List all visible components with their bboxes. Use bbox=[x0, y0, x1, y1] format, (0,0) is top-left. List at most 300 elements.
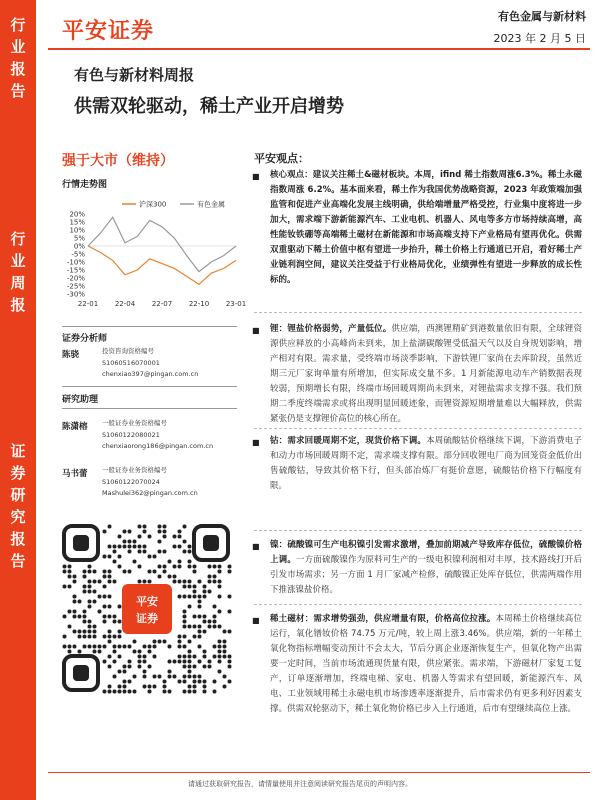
qr-dot bbox=[218, 625, 222, 629]
footer-disclaimer: 请通过获取研究报告，请情量使用并注意阅读研究报告尾页的声明内容。 bbox=[188, 780, 412, 788]
qr-dot bbox=[208, 580, 212, 584]
qr-dot bbox=[178, 680, 182, 684]
qr-dot bbox=[143, 550, 147, 554]
qr-dot bbox=[148, 535, 152, 539]
qr-dot bbox=[123, 680, 127, 684]
qr-dot bbox=[103, 570, 107, 574]
qr-dot bbox=[118, 545, 122, 549]
qr-dot bbox=[98, 595, 102, 599]
qr-dot bbox=[148, 690, 152, 694]
analyst-name: 陈骁 bbox=[62, 350, 80, 360]
qr-dot bbox=[198, 630, 202, 634]
x-tick-label: 23-01 bbox=[225, 300, 247, 308]
qr-dot bbox=[108, 640, 112, 644]
qr-dot bbox=[198, 605, 202, 609]
qr-dot bbox=[183, 645, 187, 649]
qr-dot bbox=[183, 680, 187, 684]
opinion-heading: 平安观点： bbox=[254, 152, 309, 165]
qr-dot bbox=[108, 690, 112, 694]
qr-dot bbox=[148, 555, 152, 559]
y-tick-label: 0% bbox=[73, 242, 85, 251]
qr-dot bbox=[208, 565, 212, 569]
qr-dot bbox=[173, 565, 177, 569]
sidebar-label-industry-report: 行 业 报 告 bbox=[10, 16, 26, 100]
qr-dot bbox=[163, 550, 167, 554]
y-tick-label: -5% bbox=[71, 250, 85, 259]
qr-dot bbox=[218, 645, 222, 649]
qr-dot bbox=[108, 575, 112, 579]
qr-dot bbox=[213, 625, 217, 629]
qr-dot bbox=[178, 660, 182, 664]
divider bbox=[62, 326, 237, 327]
qr-dot bbox=[188, 685, 192, 689]
qr-dot bbox=[183, 580, 187, 584]
qr-dot bbox=[188, 690, 192, 694]
qr-dot bbox=[158, 575, 162, 579]
qr-finder-center bbox=[203, 535, 219, 551]
qr-dot bbox=[178, 640, 182, 644]
qr-dot bbox=[173, 675, 177, 679]
qr-dot bbox=[93, 625, 97, 629]
qr-dot bbox=[143, 645, 147, 649]
bullet-icon: ■ bbox=[252, 438, 260, 447]
qr-dot bbox=[83, 570, 87, 574]
qr-dot bbox=[228, 680, 232, 684]
y-tick-label: 15% bbox=[69, 218, 85, 227]
qr-dot bbox=[73, 610, 77, 614]
qr-dot bbox=[128, 660, 132, 664]
report-date: 2023 年 2 月 5 日 bbox=[493, 32, 586, 45]
qr-dot bbox=[103, 620, 107, 624]
qr-dot bbox=[78, 650, 82, 654]
report-title: 供需双轮驱动，稀土产业开启增势 bbox=[74, 96, 344, 117]
qr-dot bbox=[223, 630, 227, 634]
qr-dot bbox=[218, 585, 222, 589]
qr-dot bbox=[88, 645, 92, 649]
qr-dot bbox=[123, 570, 127, 574]
sidebar-label-research-report: 证 券 研 究 报 告 bbox=[10, 442, 26, 570]
qr-dot bbox=[178, 545, 182, 549]
qr-center-label-bottom: 证券 bbox=[136, 612, 158, 625]
qr-dot bbox=[198, 680, 202, 684]
qr-dot bbox=[98, 650, 102, 654]
qr-dot bbox=[188, 650, 192, 654]
qr-dot bbox=[118, 645, 122, 649]
qr-dot bbox=[203, 690, 207, 694]
qr-dot bbox=[128, 645, 132, 649]
paragraph-text: 本周稀土价格继续高位运行，氧化镨钕价格 74.75 万元/吨，较上周上涨3.46%。供应端，新的一年稀土氧化物指标增幅变动预计不会太大，节后分离企业逐渐恢复生产，但氧化物产出需要一定时间，当前市场流通现货量有限，供应紧张。需求端，下游磁材厂家复工复产，订单逐渐增加，终端电梯、家电、机器人等需求有望回暖，新能源汽车、风电、工业领域用稀土永磁电机市场渗透率逐渐提升，后市需求仍有更多利好因素支撑。供需双轮驱动下，稀土氧化物价格已步入上行通道，后市有望继续高位上涨。 bbox=[270, 614, 582, 714]
qr-dot bbox=[193, 615, 197, 619]
qr-dot bbox=[68, 570, 72, 574]
qr-dot bbox=[168, 575, 172, 579]
qr-dot bbox=[128, 545, 132, 549]
qr-dot bbox=[168, 690, 172, 694]
qr-dot bbox=[213, 575, 217, 579]
qr-dot bbox=[83, 615, 87, 619]
qr-dot bbox=[178, 560, 182, 564]
qr-dot bbox=[88, 620, 92, 624]
qr-dot bbox=[138, 565, 142, 569]
qr-dot bbox=[148, 650, 152, 654]
qr-dot bbox=[83, 635, 87, 639]
qr-dot bbox=[73, 580, 77, 584]
qr-dot bbox=[198, 600, 202, 604]
qr-dot bbox=[178, 565, 182, 569]
qr-dot bbox=[143, 660, 147, 664]
rating-label: 强于大市（维持） bbox=[62, 153, 174, 169]
qr-dot bbox=[208, 660, 212, 664]
qr-dot bbox=[108, 615, 112, 619]
qr-dot bbox=[193, 680, 197, 684]
qr-dot bbox=[168, 670, 172, 674]
qr-dot bbox=[88, 570, 92, 574]
qr-dot bbox=[123, 665, 127, 669]
paragraph-lead: 镍：硫酸镍可生产电积镍引发需求激增，叠加前期减产导致库存低位，硫酸镍价格上调。 bbox=[270, 540, 582, 565]
qr-dot bbox=[113, 620, 117, 624]
paragraph-core-view bbox=[254, 168, 582, 288]
qr-dot bbox=[163, 640, 167, 644]
qr-code bbox=[62, 524, 232, 694]
paragraph-rare-earth bbox=[254, 612, 582, 717]
dashed-divider bbox=[254, 604, 582, 605]
qr-dot bbox=[73, 615, 77, 619]
brand-logo: 平安证券 bbox=[62, 19, 155, 44]
qr-dot bbox=[113, 660, 117, 664]
qr-dot bbox=[228, 565, 232, 569]
qr-dot bbox=[73, 630, 77, 634]
qr-dot bbox=[153, 640, 157, 644]
qr-dot bbox=[83, 610, 87, 614]
qr-dot bbox=[228, 630, 232, 634]
qr-dot bbox=[88, 580, 92, 584]
qr-dot bbox=[153, 685, 157, 689]
qr-dot bbox=[198, 645, 202, 649]
qr-dot bbox=[218, 610, 222, 614]
qr-dot bbox=[113, 635, 117, 639]
qr-dot bbox=[63, 645, 67, 649]
paragraph-lead: 锂：锂盐价格弱势，产量低位。 bbox=[270, 324, 392, 334]
qr-dot bbox=[113, 580, 117, 584]
legend-label: 沪深300 bbox=[139, 200, 167, 209]
qr-dot bbox=[103, 605, 107, 609]
qr-dot bbox=[208, 590, 212, 594]
qr-dot bbox=[223, 675, 227, 679]
qr-dot bbox=[68, 625, 72, 629]
qr-dot bbox=[138, 535, 142, 539]
qr-dot bbox=[73, 645, 77, 649]
qr-dot bbox=[213, 620, 217, 624]
qr-dot bbox=[173, 575, 177, 579]
qr-dot bbox=[218, 565, 222, 569]
qr-dot bbox=[168, 675, 172, 679]
qr-dot bbox=[98, 610, 102, 614]
qr-dot bbox=[118, 670, 122, 674]
qr-dot bbox=[218, 570, 222, 574]
analyst-info: 投资咨询资格编号 S1060516070001 chenxiao397@pingan.com.cn bbox=[102, 347, 199, 378]
qr-dot bbox=[228, 610, 232, 614]
qr-dot bbox=[193, 590, 197, 594]
qr-dot bbox=[163, 685, 167, 689]
qr-dot bbox=[143, 545, 147, 549]
qr-dot bbox=[203, 655, 207, 659]
qr-dot bbox=[93, 600, 97, 604]
qr-dot bbox=[108, 630, 112, 634]
qr-dot bbox=[138, 660, 142, 664]
qr-dot bbox=[68, 575, 72, 579]
qr-dot bbox=[158, 565, 162, 569]
qr-dot bbox=[123, 530, 127, 534]
qr-dot bbox=[63, 565, 67, 569]
x-tick-label: 22-07 bbox=[151, 300, 173, 308]
qr-dot bbox=[113, 615, 117, 619]
qr-dot bbox=[143, 670, 147, 674]
divider bbox=[62, 386, 237, 387]
qr-dot bbox=[188, 665, 192, 669]
qr-dot bbox=[123, 690, 127, 694]
qr-dot bbox=[83, 590, 87, 594]
qr-dot bbox=[213, 645, 217, 649]
qr-dot bbox=[203, 590, 207, 594]
y-tick-label: -10% bbox=[66, 258, 85, 267]
qr-dot bbox=[188, 625, 192, 629]
qr-dot bbox=[93, 630, 97, 634]
qr-dot bbox=[188, 580, 192, 584]
qr-dot bbox=[108, 605, 112, 609]
x-tick-label: 22-10 bbox=[188, 300, 210, 308]
paragraph-lead: 钴：需求回暖周期不定，现货价格下调。 bbox=[270, 436, 427, 446]
qr-dot bbox=[208, 665, 212, 669]
qr-dot bbox=[128, 570, 132, 574]
qr-dot bbox=[188, 670, 192, 674]
qr-dot bbox=[228, 655, 232, 659]
bullet-icon: ■ bbox=[252, 172, 260, 181]
qr-dot bbox=[118, 605, 122, 609]
qr-dot bbox=[73, 595, 77, 599]
qr-dot bbox=[93, 580, 97, 584]
qr-dot bbox=[168, 645, 172, 649]
qr-dot bbox=[73, 600, 77, 604]
qr-dot bbox=[78, 600, 82, 604]
qr-dot bbox=[188, 550, 192, 554]
qr-dot bbox=[138, 580, 142, 584]
qr-dot bbox=[213, 565, 217, 569]
qr-dot bbox=[223, 655, 227, 659]
qr-dot bbox=[103, 575, 107, 579]
qr-dot bbox=[103, 585, 107, 589]
qr-dot bbox=[148, 570, 152, 574]
y-tick-label: -25% bbox=[66, 282, 85, 291]
qr-dot bbox=[163, 570, 167, 574]
qr-dot bbox=[153, 675, 157, 679]
qr-dot bbox=[173, 660, 177, 664]
paragraph-text: 本周硫酸钴价格继续下调，下游消费电子和动力市场回暖周期不定，需求端支撑有限。部分回收锂电厂商为回笼资金低价出售硫酸钴，导致其价格下行，但头部冶炼厂有挺价意愿，硫酸钴价格下行幅度有限。 bbox=[270, 436, 582, 491]
qr-dot bbox=[183, 525, 187, 529]
qr-dot bbox=[183, 620, 187, 624]
qr-dot bbox=[208, 620, 212, 624]
qr-dot bbox=[103, 530, 107, 534]
qr-dot bbox=[223, 640, 227, 644]
qr-dot bbox=[103, 635, 107, 639]
analysts-section-title: 证券分析师 bbox=[62, 334, 108, 344]
qr-dot bbox=[118, 555, 122, 559]
qr-dot bbox=[113, 675, 117, 679]
qr-dot bbox=[188, 565, 192, 569]
qr-dot bbox=[73, 575, 77, 579]
qr-dot bbox=[213, 690, 217, 694]
qr-dot bbox=[123, 685, 127, 689]
qr-dot bbox=[103, 660, 107, 664]
qr-dot bbox=[103, 690, 107, 694]
qr-dot bbox=[68, 645, 72, 649]
qr-dot bbox=[213, 605, 217, 609]
qr-dot bbox=[188, 605, 192, 609]
qr-dot bbox=[183, 585, 187, 589]
assistant-name: 陈潇榕 bbox=[62, 422, 88, 432]
qr-dot bbox=[88, 585, 92, 589]
dashed-divider bbox=[254, 428, 582, 429]
qr-dot bbox=[118, 655, 122, 659]
qr-dot bbox=[178, 635, 182, 639]
qr-dot bbox=[153, 645, 157, 649]
qr-dot bbox=[193, 625, 197, 629]
qr-dot bbox=[128, 680, 132, 684]
qr-dot bbox=[183, 610, 187, 614]
qr-dot bbox=[183, 690, 187, 694]
qr-dot bbox=[128, 690, 132, 694]
qr-dot bbox=[143, 685, 147, 689]
qr-dot bbox=[218, 650, 222, 654]
dashed-divider bbox=[254, 312, 582, 313]
qr-dot bbox=[93, 635, 97, 639]
qr-dot bbox=[93, 590, 97, 594]
qr-dot bbox=[203, 685, 207, 689]
qr-dot bbox=[93, 645, 97, 649]
qr-dot bbox=[138, 525, 142, 529]
qr-dot bbox=[178, 535, 182, 539]
qr-dot bbox=[158, 540, 162, 544]
qr-dot bbox=[68, 565, 72, 569]
qr-dot bbox=[118, 620, 122, 624]
qr-dot bbox=[188, 595, 192, 599]
qr-dot bbox=[193, 635, 197, 639]
qr-dot bbox=[63, 570, 67, 574]
qr-dot bbox=[113, 545, 117, 549]
qr-dot bbox=[83, 575, 87, 579]
qr-dot bbox=[128, 540, 132, 544]
qr-dot bbox=[148, 580, 152, 584]
qr-dot bbox=[218, 655, 222, 659]
qr-dot bbox=[68, 650, 72, 654]
qr-dot bbox=[203, 630, 207, 634]
qr-dot bbox=[88, 600, 92, 604]
y-tick-label: 5% bbox=[73, 234, 85, 243]
qr-dot bbox=[218, 595, 222, 599]
qr-dot bbox=[108, 655, 112, 659]
qr-dot bbox=[183, 665, 187, 669]
qr-dot bbox=[193, 685, 197, 689]
qr-dot bbox=[163, 690, 167, 694]
qr-dot bbox=[173, 535, 177, 539]
qr-dot bbox=[223, 650, 227, 654]
qr-dot bbox=[193, 655, 197, 659]
qr-dot bbox=[178, 595, 182, 599]
qr-dot bbox=[158, 550, 162, 554]
x-tick-label: 22-01 bbox=[77, 300, 99, 308]
left-sidebar bbox=[0, 0, 36, 800]
qr-dot bbox=[193, 665, 197, 669]
y-tick-label: -20% bbox=[66, 274, 85, 283]
qr-dot bbox=[83, 620, 87, 624]
qr-dot bbox=[183, 595, 187, 599]
qr-dot bbox=[158, 525, 162, 529]
assistant-name: 马书蕾 bbox=[62, 469, 88, 479]
qr-dot bbox=[208, 625, 212, 629]
sidebar-label-weekly-report: 行 业 周 报 bbox=[10, 230, 26, 314]
qr-dot bbox=[88, 605, 92, 609]
qr-dot bbox=[143, 580, 147, 584]
qr-dot bbox=[198, 595, 202, 599]
paragraph-text: 供应端，西澳锂精矿到港数量依旧有限，全球锂资源供应释放的小高峰尚未到来，加上盐湖碳酸锂受低温天气以及自身规划影响，增产相对有限。需求量，受终端市场淡季影响，下游铁锂厂家尚在去库阶段，虽然近期三元厂家询单量有所增加，但实际成交量不多。1 月新能源电动车产销数据表现较弱，预期增长有限，终端市场回暖周期尚未到来，对锂盐需求支撑不强。我们预期二季度终端需求或将出现明显回暖迹象，而锂资源短期增量难以大幅释放，供需紧张仍是支撑锂价高位的核心所在。 bbox=[270, 324, 582, 424]
qr-dot bbox=[188, 655, 192, 659]
qr-dot bbox=[213, 615, 217, 619]
qr-dot bbox=[198, 635, 202, 639]
qr-dot bbox=[88, 590, 92, 594]
footer-divider bbox=[48, 772, 590, 773]
qr-dot bbox=[133, 650, 137, 654]
assistant-info: 一般证券业务资格编号 S1060122070024 Mashulei362@pingan.com.cn bbox=[102, 466, 198, 497]
qr-dot bbox=[108, 555, 112, 559]
bullet-icon: ■ bbox=[252, 616, 260, 625]
qr-dot bbox=[203, 585, 207, 589]
qr-dot bbox=[88, 630, 92, 634]
qr-dot bbox=[183, 655, 187, 659]
qr-dot bbox=[153, 655, 157, 659]
qr-dot bbox=[163, 535, 167, 539]
qr-dot bbox=[88, 635, 92, 639]
qr-dot bbox=[103, 595, 107, 599]
qr-dot bbox=[88, 625, 92, 629]
paragraph-nickel bbox=[254, 538, 582, 598]
qr-dot bbox=[138, 550, 142, 554]
qr-dot bbox=[118, 635, 122, 639]
legend-label: 有色金属 bbox=[197, 200, 225, 209]
qr-dot bbox=[133, 540, 137, 544]
qr-dot bbox=[203, 615, 207, 619]
qr-dot bbox=[143, 675, 147, 679]
qr-dot bbox=[213, 655, 217, 659]
qr-dot bbox=[163, 680, 167, 684]
qr-dot bbox=[108, 525, 112, 529]
qr-dot bbox=[193, 585, 197, 589]
qr-dot bbox=[158, 640, 162, 644]
qr-dot bbox=[98, 645, 102, 649]
qr-dot bbox=[168, 560, 172, 564]
qr-dot bbox=[218, 670, 222, 674]
qr-dot bbox=[118, 630, 122, 634]
qr-dot bbox=[118, 690, 122, 694]
qr-dot bbox=[148, 685, 152, 689]
qr-dot bbox=[173, 580, 177, 584]
qr-dot bbox=[158, 675, 162, 679]
qr-dot bbox=[198, 625, 202, 629]
qr-dot bbox=[93, 570, 97, 574]
x-tick-label: 22-04 bbox=[114, 300, 136, 308]
qr-dot bbox=[108, 635, 112, 639]
qr-dot bbox=[198, 580, 202, 584]
qr-dot bbox=[138, 545, 142, 549]
qr-dot bbox=[223, 685, 227, 689]
qr-dot bbox=[228, 665, 232, 669]
